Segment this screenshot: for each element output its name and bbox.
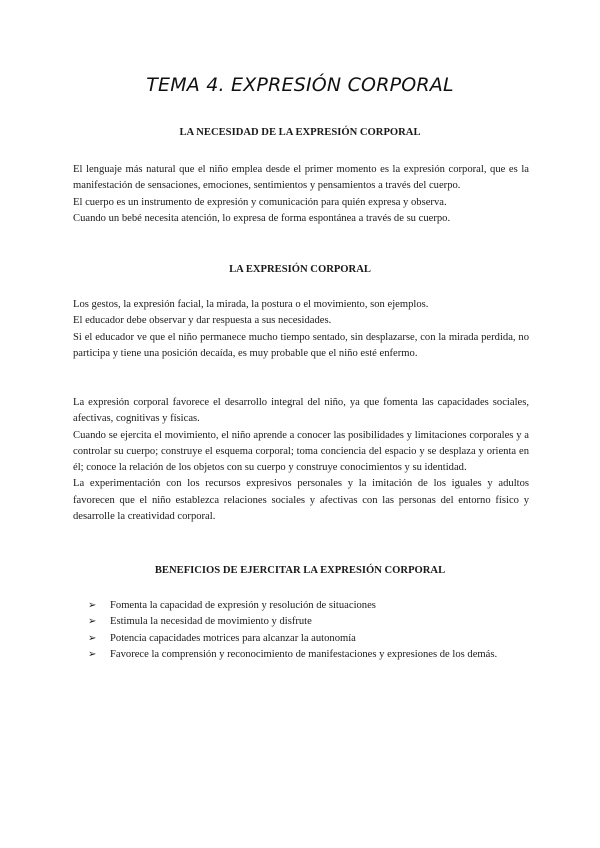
paragraph: La experimentación con los recursos expresivos personales y la imitación de los iguales y adultos favorecen que el niño establezca relaciones sociales y afectivas con las personas del entorno físico y desarrolle la creatividad corporal. xyxy=(73,478,529,523)
paragraph: El cuerpo es un instrumento de expresión y comunicación para quién expresa y observa. xyxy=(73,196,447,208)
section-body-necesidad xyxy=(73,162,529,227)
list-item-text: Estimula la necesidad de movimiento y disfrute xyxy=(110,616,312,628)
section-body-expresion xyxy=(73,297,529,362)
paragraph: La expresión corporal favorece el desarrollo integral del niño, ya que fomenta las capacidades sociales, afectivas, cognitivas y físicas. xyxy=(73,397,529,425)
paragraph: Cuando un bebé necesita atención, lo expresa de forma espontánea a través de su cuerpo. xyxy=(73,212,451,224)
paragraph: Los gestos, la expresión facial, la mirada, la postura o el movimiento, son ejemplos. xyxy=(73,299,429,310)
list-item xyxy=(88,598,529,614)
list-item xyxy=(88,614,529,630)
paragraph: Si el educador ve que el niño permanece mucho tiempo sentado, sin desplazarse, con la mirada perdida, no participa y tiene una posición decaída, es muy probable que el niño esté enfermo. xyxy=(73,331,529,359)
benefits-list xyxy=(88,598,529,663)
section-heading-beneficios: BENEFICIOS DE EJERCITAR LA EXPRESIÓN CORPORAL xyxy=(154,565,446,576)
list-item xyxy=(88,631,529,647)
arrow-bullet-icon: ➢ xyxy=(88,632,97,644)
arrow-bullet-icon: ➢ xyxy=(88,616,97,628)
arrow-bullet-icon: ➢ xyxy=(88,648,97,660)
list-item-text: Fomenta la capacidad de expresión y resolución de situaciones xyxy=(110,600,376,611)
list-item-text: Favorece la comprensión y reconocimiento de manifestaciones y expresiones de los demás. xyxy=(110,648,498,660)
page-title: TEMA 4. EXPRESIÓN CORPORAL xyxy=(146,74,454,96)
arrow-bullet-icon: ➢ xyxy=(88,600,97,611)
paragraph: El educador debe observar y dar respuesta a sus necesidades. xyxy=(73,315,332,327)
section-body-expresion-2 xyxy=(73,395,529,525)
list-item-text: Potencia capacidades motrices para alcanzar la autonomía xyxy=(110,632,356,644)
section-heading-expresion: LA EXPRESIÓN CORPORAL xyxy=(229,264,371,275)
section-heading-necesidad: LA NECESIDAD DE LA EXPRESIÓN CORPORAL xyxy=(179,127,421,138)
paragraph: Cuando se ejercita el movimiento, el niño aprende a conocer las posibilidades y limitaciones corporales y a controlar su cuerpo; construye el esquema corporal; toma conciencia del espacio y se desplaza y orienta en él; conoce la relación de los objetos con su cuerpo y construye conocimientos y su identidad. xyxy=(73,429,529,474)
list-item xyxy=(88,647,529,663)
paragraph: El lenguaje más natural que el niño emplea desde el primer momento es la expresión corporal, que es la manifestación de sensaciones, emociones, sentimientos y pensamientos a través del cuerpo. xyxy=(73,164,529,192)
